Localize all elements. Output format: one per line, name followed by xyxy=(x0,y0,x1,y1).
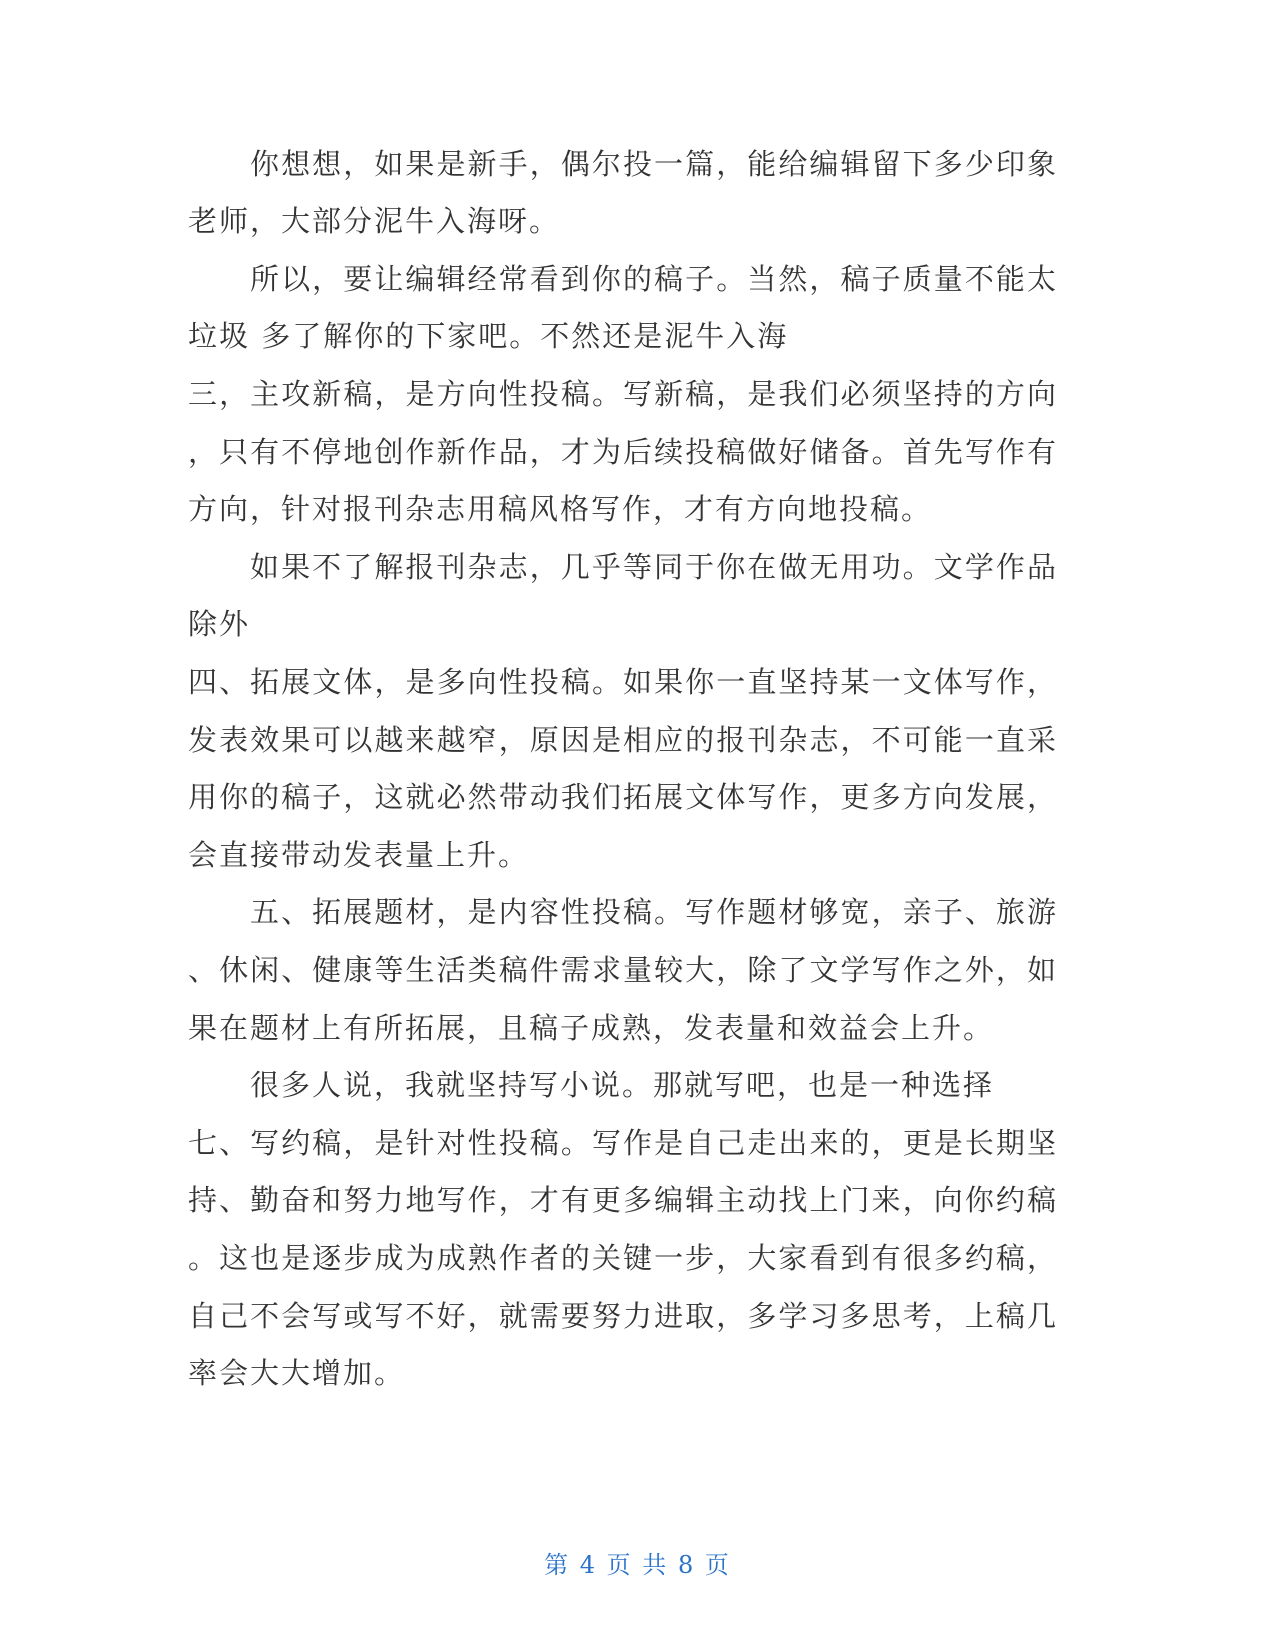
paragraph-line: 老师，大部分泥牛入海呀。 xyxy=(188,204,561,238)
paragraph-line: 持、勤奋和努力地写作，才有更多编辑主动找上门来，向你约稿 xyxy=(188,1183,1058,1217)
paragraph-line: 发表效果可以越来越窄，原因是相应的报刊杂志，不可能一直采 xyxy=(188,723,1058,757)
paragraph-line: 会直接带动发表量上升。 xyxy=(188,838,530,872)
page-number-label: 第 4 页 共 8 页 xyxy=(544,1551,731,1579)
paragraph-line: 三，主攻新稿，是方向性投稿。写新稿，是我们必须坚持的方向 xyxy=(188,377,1058,411)
paragraph-line: ，只有不停地创作新作品，才为后续投稿做好储备。首先写作有 xyxy=(188,435,1058,469)
paragraph-line: 五、拓展题材，是内容性投稿。写作题材够宽，亲子、旅游 xyxy=(250,895,1058,929)
paragraph-line: 、休闲、健康等生活类稿件需求量较大，除了文学写作之外，如 xyxy=(188,953,1058,987)
paragraph-line: 率会大大增加。 xyxy=(188,1356,406,1390)
paragraph-line: 所以，要让编辑经常看到你的稿子。当然，稿子质量不能太 xyxy=(250,262,1058,296)
paragraph-line: 果在题材上有所拓展，且稿子成熟，发表量和效益会上升。 xyxy=(188,1011,995,1045)
paragraph-line: 七、写约稿，是针对性投稿。写作是自己走出来的，更是长期坚 xyxy=(188,1126,1058,1160)
paragraph-line: 四、拓展文体，是多向性投稿。如果你一直坚持某一文体写作， xyxy=(188,665,1058,699)
paragraph-line: 方向，针对报刊杂志用稿风格写作，才有方向地投稿。 xyxy=(188,492,933,526)
paragraph-line: 除外 xyxy=(188,607,251,641)
paragraph-line: 垃圾 多了解你的下家吧。不然还是泥牛入海 xyxy=(188,319,789,353)
paragraph-line: 很多人说，我就坚持写小说。那就写吧，也是一种选择 xyxy=(250,1068,995,1102)
paragraph-line: 。这也是逐步成为成熟作者的关键一步，大家看到有很多约稿， xyxy=(188,1241,1058,1275)
page-footer xyxy=(0,1545,1275,1580)
paragraph-line: 自己不会写或写不好，就需要努力进取，多学习多思考，上稿几 xyxy=(188,1299,1058,1333)
paragraph-line: 用你的稿子，这就必然带动我们拓展文体写作，更多方向发展， xyxy=(188,780,1058,814)
paragraph-line: 如果不了解报刊杂志，几乎等同于你在做无用功。文学作品 xyxy=(250,550,1058,584)
paragraph-line: 你想想，如果是新手，偶尔投一篇，能给编辑留下多少印象 xyxy=(250,147,1058,181)
